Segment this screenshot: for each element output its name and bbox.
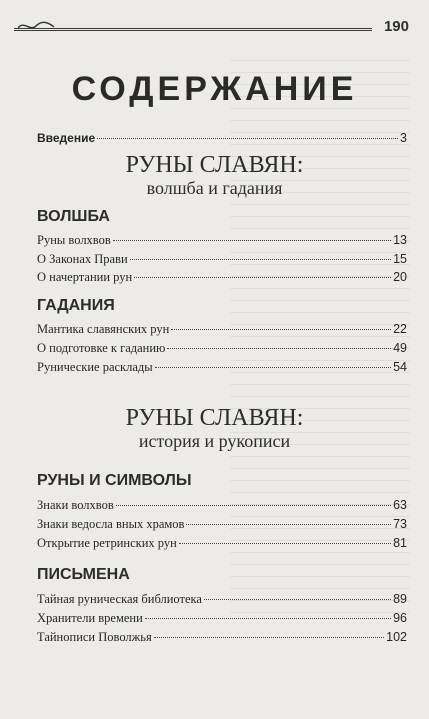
toc-entry-title: Мантика славянских рун [37, 322, 170, 336]
section-heading: РУНЫ И СИМВОЛЫ [37, 472, 192, 489]
toc-entry[interactable] [37, 592, 407, 607]
toc-entry-page: 22 [393, 322, 407, 336]
toc-entry-page: 49 [393, 341, 407, 355]
toc-entry-page: 102 [386, 630, 407, 644]
toc-entry[interactable] [37, 517, 407, 532]
toc-entry-title: О подготовке к гаданию [37, 341, 166, 355]
section-heading: ВОЛШБА [37, 208, 110, 225]
dot-leader [167, 348, 391, 349]
toc-entry[interactable] [37, 360, 407, 375]
dot-leader [116, 505, 391, 506]
part-subtitle: история и рукописи [138, 431, 291, 451]
toc-entry-page: 89 [393, 592, 407, 606]
toc-entry-title: Знаки волхвов [37, 498, 114, 512]
section-heading: ГАДАНИЯ [37, 297, 115, 314]
toc-entry-title: Рунические расклады [37, 360, 153, 374]
part-title: РУНЫ СЛАВЯН: [125, 405, 304, 431]
toc-entry-page: 73 [393, 517, 407, 531]
page-title: СОДЕРЖАНИЕ [71, 70, 358, 108]
toc-entry-page: 13 [393, 233, 407, 247]
toc-entry-page: 54 [393, 360, 407, 374]
header-rule [14, 28, 372, 31]
dot-leader [134, 277, 391, 278]
toc-entry[interactable] [37, 630, 407, 645]
dot-leader [145, 618, 391, 619]
toc-entry-page: 96 [393, 611, 407, 625]
toc-entry-title: Тайнописи Поволжья [37, 630, 152, 644]
toc-entry-title: Тайная руническая библиотека [37, 592, 202, 606]
toc-entry-title: Руны волхвов [37, 233, 111, 247]
dot-leader [130, 259, 391, 260]
toc-entry-page: 81 [393, 536, 407, 550]
toc-entry-title: Открытие ретринских рун [37, 536, 177, 550]
part-subtitle: волшба и гадания [146, 178, 283, 198]
toc-entry-intro[interactable] [37, 131, 407, 145]
toc-entry-page: 3 [400, 131, 407, 145]
toc-entry-title: О Законах Прави [37, 252, 128, 266]
dot-leader [155, 367, 391, 368]
dot-leader [204, 599, 391, 600]
toc-entry[interactable] [37, 498, 407, 513]
toc-entry-title: Введение [37, 131, 96, 145]
toc-entry[interactable] [37, 252, 407, 267]
toc-entry[interactable] [37, 233, 407, 248]
toc-entry-page: 63 [393, 498, 407, 512]
toc-entry-page: 15 [393, 252, 407, 266]
page-number: 190 [383, 18, 409, 35]
toc-entry[interactable] [37, 322, 407, 337]
dot-leader [113, 240, 391, 241]
toc-entry[interactable] [37, 611, 407, 626]
dot-leader [186, 524, 391, 525]
toc-entry-title: Знаки ведосла вных храмов [37, 517, 185, 531]
section-heading: ПИСЬМЕНА [37, 566, 130, 583]
dot-leader [171, 329, 391, 330]
toc-entry-page: 20 [393, 270, 407, 284]
toc-entry-title: Хранители времени [37, 611, 143, 625]
part-title: РУНЫ СЛАВЯН: [125, 152, 304, 178]
dot-leader [97, 138, 398, 139]
toc-entry-title: О начертании рун [37, 270, 133, 284]
dot-leader [179, 543, 391, 544]
toc-entry[interactable] [37, 341, 407, 356]
toc-entry[interactable] [37, 270, 407, 285]
dot-leader [154, 637, 384, 638]
toc-entry[interactable] [37, 536, 407, 551]
